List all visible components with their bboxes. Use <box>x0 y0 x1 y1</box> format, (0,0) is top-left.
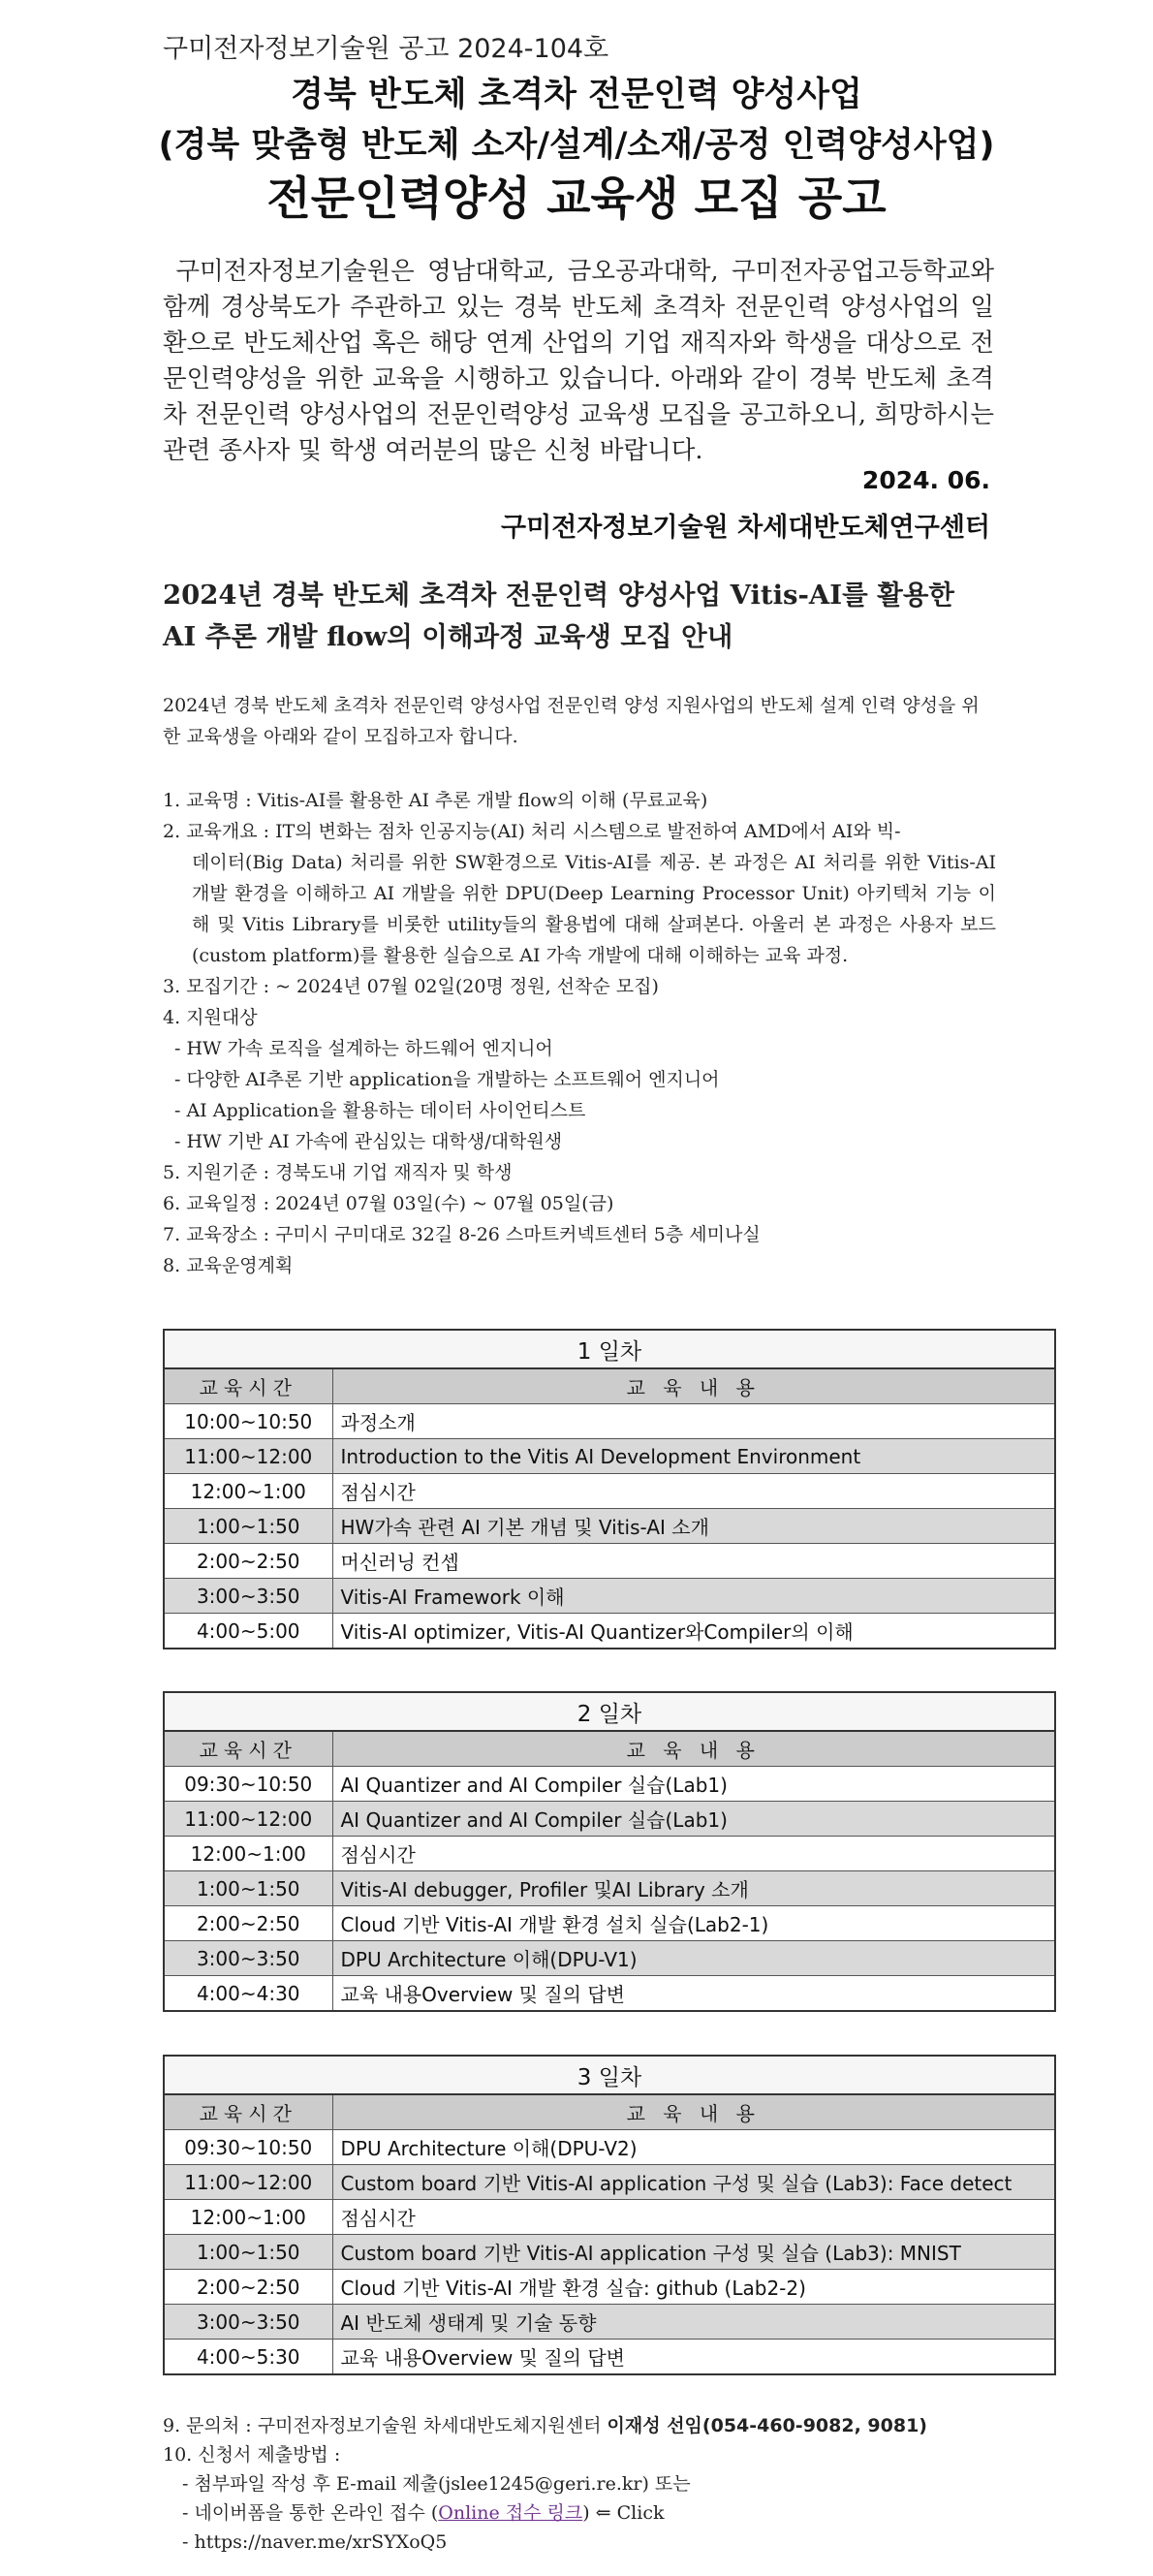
table-row <box>164 1614 1055 1649</box>
schedule-table-day1 <box>163 1329 1056 1649</box>
table-row <box>164 2270 1055 2305</box>
table-row <box>164 1976 1055 2012</box>
intro-paragraph <box>163 254 994 469</box>
form-url[interactable]: - https://naver.me/xrSYXoQ5 <box>182 2531 448 2553</box>
cell-content: DPU Architecture 이해(DPU-V2) <box>332 2130 1055 2165</box>
item-target-head: 4. 지원대상 <box>163 1007 258 1028</box>
cell-content: 교육 내용Overview 및 질의 답변 <box>332 1976 1055 2012</box>
cell-time: 12:00~1:00 <box>164 1837 332 1871</box>
item-overview-head: 2. 교육개요 : IT의 변화는 점차 인공지능(AI) 처리 시스템으로 발전하여 AMD에서 AI와 빅- <box>163 821 901 842</box>
item-course-name: 1. 교육명 : Vitis-AI를 활용한 AI 추론 개발 flow의 이해 (무료교육) <box>163 790 708 811</box>
table-row <box>164 1871 1055 1906</box>
cell-time: 3:00~3:50 <box>164 2305 332 2340</box>
table-row <box>164 1509 1055 1544</box>
cell-content: 점심시간 <box>332 2200 1055 2235</box>
cell-content: AI 반도체 생태계 및 기술 동향 <box>332 2305 1055 2340</box>
target-item: - 다양한 AI추론 기반 application을 개발하는 소프트웨어 엔지니어 <box>174 1069 720 1090</box>
table-row <box>164 1767 1055 1802</box>
item-overview-body: 데이터(Big Data) 처리를 위한 SW환경으로 Vitis-AI를 제공. 본 과정은 AI 처리를 위한 Vitis-AI 개발 환경을 이해하고 AI 개발을 위한 DPU(Deep Learning Processor Unit) 아키텍처 기능 이해 및 Vitis Library를 비롯한 utility들의 활용법에 대해 살펴본다. 아울러 본 과정은 사용자 보드(custom platform)를 활용한 실습으로 AI 가속 개발에 대해 이해하는 교육 과정. <box>192 852 996 966</box>
item-period: 3. 모집기간 : ~ 2024년 07월 02일(20명 정원, 선착순 모집) <box>163 976 659 997</box>
title-line-1: 경북 반도체 초격차 전문인력 양성사업 <box>291 76 862 114</box>
cell-content: 과정소개 <box>332 1404 1055 1439</box>
cell-content: 점심시간 <box>332 1474 1055 1509</box>
col-header-content: 교 육 내 용 <box>332 2094 1055 2130</box>
cell-content: Vitis-AI optimizer, Vitis-AI Quantizer와Compiler의 이해 <box>332 1614 1055 1649</box>
notice-date: 2024. 06. <box>861 466 990 494</box>
issuing-organization: 구미전자정보기술원 차세대반도체연구센터 <box>501 513 990 543</box>
cell-time: 3:00~3:50 <box>164 1941 332 1976</box>
item-schedule: 6. 교육일정 : 2024년 07월 03일(수) ~ 07월 05일(금) <box>163 1193 614 1214</box>
cell-content: Vitis-AI Framework 이해 <box>332 1579 1055 1614</box>
schedule-table-day2 <box>163 1691 1056 2012</box>
table-row <box>164 2235 1055 2270</box>
title-line-2: (경북 맞춤형 반도체 소자/설계/소재/공정 인력양성사업) <box>158 126 995 165</box>
target-item: - HW 기반 AI 가속에 관심있는 대학생/대학원생 <box>174 1131 563 1152</box>
item-place: 7. 교육장소 : 구미시 구미대로 32길 8-26 스마트커넥트센터 5층 세미나실 <box>163 1224 761 1245</box>
col-header-time: 교육시간 <box>164 1368 332 1404</box>
table-row <box>164 1837 1055 1871</box>
cell-time: 2:00~2:50 <box>164 1544 332 1579</box>
cell-content: Custom board 기반 Vitis-AI application 구성 및 실습 (Lab3): MNIST <box>332 2235 1055 2270</box>
intro-text: 구미전자정보기술원은 영남대학교, 금오공과대학, 구미전자공업고등학교와 함께 경상북도가 주관하고 있는 경북 반도체 초격차 전문인력 양성사업의 일환으로 반도체산업 혹은 해당 연계 산업의 기업 재직자와 학생을 대상으로 전문인력양성을 위한 교육을 시행하고 있습니다. 아래와 같이 경북 반도체 초격차 전문인력 양성사업의 전문인력양성 교육생 모집을 공고하오니, 희망하시는 관련 종사자 및 학생 여러분의 많은 신청 바랍니다. <box>163 257 994 465</box>
day-title: 2 일차 <box>164 1692 1055 1731</box>
cell-content: Cloud 기반 Vitis-AI 개발 환경 설치 실습(Lab2-1) <box>332 1906 1055 1941</box>
item-criteria: 5. 지원기준 : 경북도내 기업 재직자 및 학생 <box>163 1162 513 1183</box>
table-row <box>164 2340 1055 2375</box>
cell-time: 11:00~12:00 <box>164 1802 332 1837</box>
table-row <box>164 1404 1055 1439</box>
table-row <box>164 2200 1055 2235</box>
cell-time: 12:00~1:00 <box>164 1474 332 1509</box>
col-header-content: 교 육 내 용 <box>332 1368 1055 1404</box>
cell-content: Vitis-AI debugger, Profiler 및AI Library 소개 <box>332 1871 1055 1906</box>
inquiry-person: 이재성 선임(054-460-9082, 9081) <box>607 2415 927 2436</box>
table-row <box>164 2130 1055 2165</box>
cell-content: Custom board 기반 Vitis-AI application 구성 및 실습 (Lab3): Face detect <box>332 2165 1055 2200</box>
schedule-table-day3 <box>163 2055 1056 2375</box>
day-title: 1 일차 <box>164 1330 1055 1368</box>
cell-time: 09:30~10:50 <box>164 2130 332 2165</box>
cell-time: 1:00~1:50 <box>164 1871 332 1906</box>
cell-time: 4:00~5:30 <box>164 2340 332 2375</box>
cell-content: 교육 내용Overview 및 질의 답변 <box>332 2340 1055 2375</box>
cell-time: 4:00~5:00 <box>164 1614 332 1649</box>
notice-number: 구미전자정보기술원 공고 2024-104호 <box>163 34 609 64</box>
table-row <box>164 1439 1055 1474</box>
cell-time: 2:00~2:50 <box>164 1906 332 1941</box>
cell-content: Cloud 기반 Vitis-AI 개발 환경 실습: github (Lab2-2) <box>332 2270 1055 2305</box>
target-item: - AI Application을 활용하는 데이터 사이언티스트 <box>174 1100 586 1121</box>
table-row <box>164 1579 1055 1614</box>
naver-prefix: - 네이버폼을 통한 온라인 접수 ( <box>182 2502 439 2524</box>
inquiry-prefix: 9. 문의처 : 구미전자정보기술원 차세대반도체지원센터 <box>163 2415 608 2436</box>
cell-time: 12:00~1:00 <box>164 2200 332 2235</box>
cell-time: 11:00~12:00 <box>164 2165 332 2200</box>
main-title: 전문인력양성 교육생 모집 공고 <box>266 173 887 226</box>
cell-time: 2:00~2:50 <box>164 2270 332 2305</box>
col-header-time: 교육시간 <box>164 2094 332 2130</box>
target-item: - HW 가속 로직을 설계하는 하드웨어 엔지니어 <box>174 1038 553 1059</box>
cell-content: DPU Architecture 이해(DPU-V1) <box>332 1941 1055 1976</box>
table-row <box>164 1474 1055 1509</box>
cell-time: 09:30~10:50 <box>164 1767 332 1802</box>
online-apply-link[interactable]: Online 접수 링크 <box>438 2502 583 2524</box>
table-row <box>164 1906 1055 1941</box>
email-line: - 첨부파일 작성 후 E-mail 제출(jslee1245@geri.re.kr) 또는 <box>182 2473 691 2495</box>
cell-content: AI Quantizer and AI Compiler 실습(Lab1) <box>332 1767 1055 1802</box>
cell-content: 점심시간 <box>332 1837 1055 1871</box>
table-row <box>164 1544 1055 1579</box>
cell-time: 11:00~12:00 <box>164 1439 332 1474</box>
cell-content: Introduction to the Vitis AI Development Environment <box>332 1439 1055 1474</box>
contact-section <box>163 2411 1093 2557</box>
naver-suffix: ) ⇐ Click <box>582 2502 665 2524</box>
col-header-time: 교육시간 <box>164 1731 332 1767</box>
submit-head: 10. 신청서 제출방법 : <box>163 2444 341 2466</box>
col-header-content: 교 육 내 용 <box>332 1731 1055 1767</box>
naver-form-line <box>163 2498 1093 2528</box>
lead-paragraph: 2024년 경북 반도체 초격차 전문인력 양성사업 전문인력 양성 지원사업의 반도체 설계 인력 양성을 위한 교육생을 아래와 같이 모집하고자 합니다. <box>163 695 980 747</box>
table-row <box>164 2165 1055 2200</box>
day-title: 3 일차 <box>164 2056 1055 2094</box>
cell-content: AI Quantizer and AI Compiler 실습(Lab1) <box>332 1802 1055 1837</box>
cell-content: 머신러닝 컨셉 <box>332 1544 1055 1579</box>
cell-time: 3:00~3:50 <box>164 1579 332 1614</box>
cell-time: 1:00~1:50 <box>164 2235 332 2270</box>
table-row <box>164 2305 1055 2340</box>
cell-time: 4:00~4:30 <box>164 1976 332 2012</box>
item-plan: 8. 교육운영계획 <box>163 1255 294 1276</box>
table-row <box>164 1802 1055 1837</box>
info-list <box>163 785 996 1281</box>
table-row <box>164 1941 1055 1976</box>
cell-time: 1:00~1:50 <box>164 1509 332 1544</box>
inquiry-line <box>163 2411 1093 2440</box>
cell-content: HW가속 관련 AI 기본 개념 및 Vitis-AI 소개 <box>332 1509 1055 1544</box>
cell-time: 10:00~10:50 <box>164 1404 332 1439</box>
program-subtitle: 2024년 경북 반도체 초격차 전문인력 양성사업 Vitis-AI를 활용한 AI 추론 개발 flow의 이해과정 교육생 모집 안내 <box>163 580 954 652</box>
